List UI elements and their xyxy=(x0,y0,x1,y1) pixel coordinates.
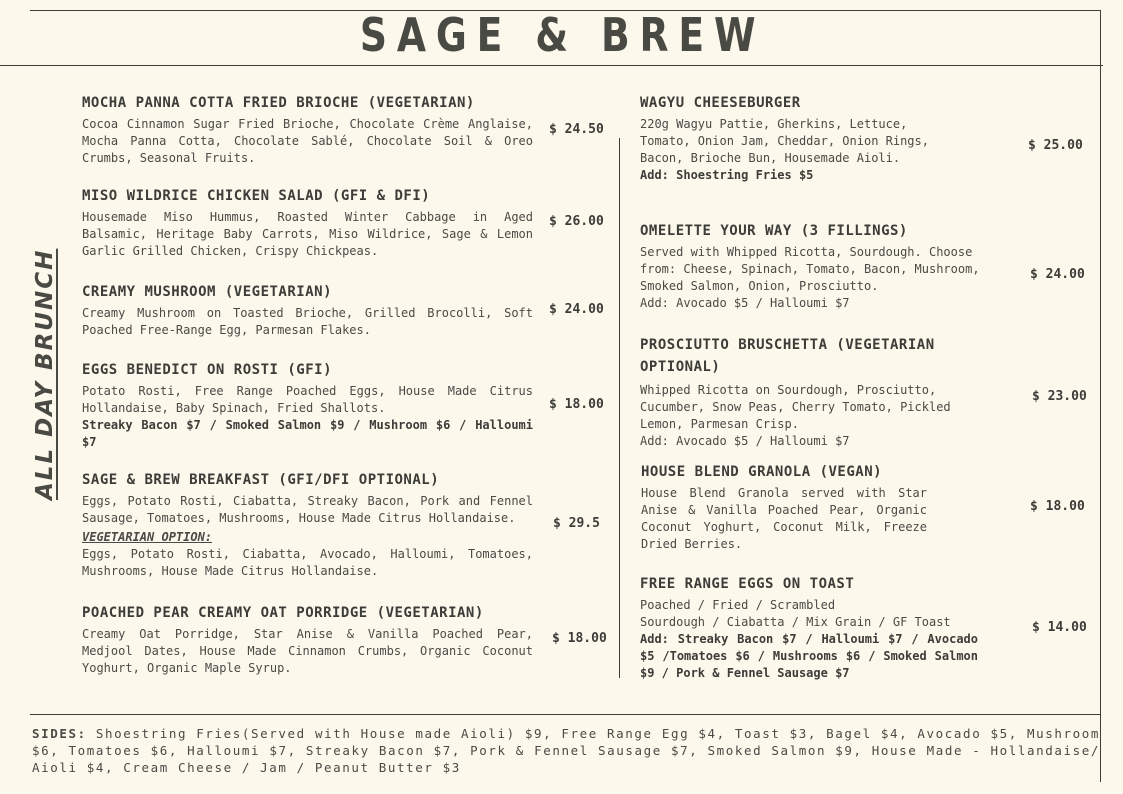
item-description: Housemade Miso Hummus, Roasted Winter Cabbage in Aged Balsamic, Heritage Baby Carrots, Miso Wildrice, Sage & Lemon Garlic Grilled Chicken, Crispy Chickpeas. xyxy=(82,210,533,258)
item-name: PROSCIUTTO BRUSCHETTA (VEGETARIAN OPTIONAL) xyxy=(640,337,935,375)
item-addons: Add: Streaky Bacon $7 / Halloumi $7 / Avocado $5 /Tomatoes $6 / Mushrooms $6 / Smoked Salmon $9 / Pork & Fennel Sausage $7 xyxy=(640,632,978,680)
menu-item xyxy=(82,283,533,339)
vegetarian-option-label: VEGETARIAN OPTION: xyxy=(82,530,213,544)
item-price: $ 24.00 xyxy=(549,302,604,317)
restaurant-title: SAGE & BREW xyxy=(359,8,766,62)
item-description: House Blend Granola served with Star Anise & Vanilla Poached Pear, Organic Coconut Yoghurt, Coconut Milk, Freeze Dried Berries. xyxy=(641,486,927,551)
item-price: $ 25.00 xyxy=(1028,138,1083,153)
right-border xyxy=(1100,10,1101,782)
item-price: $ 18.00 xyxy=(549,397,604,412)
item-description: 220g Wagyu Pattie, Gherkins, Lettuce, Tomato, Onion Jam, Cheddar, Onion Rings, Bacon, Brioche Bun, Housemade Aioli. xyxy=(640,117,929,165)
item-name: EGGS BENEDICT ON ROSTI (GFI) xyxy=(82,362,333,378)
item-price: $ 29.5 xyxy=(553,516,600,531)
item-addons: Streaky Bacon $7 / Smoked Salmon $9 / Mushroom $6 / Halloumi $7 xyxy=(82,418,533,449)
item-name: MISO WILDRICE CHICKEN SALAD (GFI & DFI) xyxy=(82,188,431,204)
item-name: SAGE & BREW BREAKFAST (GFI/DFI OPTIONAL) xyxy=(82,472,440,488)
item-name: OMELETTE YOUR WAY (3 FILLINGS) xyxy=(640,223,908,239)
menu-item xyxy=(640,222,980,312)
item-description-2: Sourdough / Ciabatta / Mix Grain / GF Toast xyxy=(640,615,951,629)
item-name: FREE RANGE EGGS ON TOAST xyxy=(640,576,855,592)
item-price: $ 23.00 xyxy=(1032,389,1087,404)
item-description: Potato Rosti, Free Range Poached Eggs, House Made Citrus Hollandaise, Baby Spinach, Fried Shallots. xyxy=(82,384,533,415)
item-price: $ 18.00 xyxy=(1030,499,1085,514)
menu-item xyxy=(82,187,533,260)
title-divider xyxy=(0,65,1103,66)
item-price: $ 26.00 xyxy=(549,214,604,229)
item-description: Creamy Oat Porridge, Star Anise & Vanilla Poached Pear, Medjool Dates, House Made Cinnamon Crumbs, Organic Coconut Yoghurt, Organic Maple Syrup. xyxy=(82,627,533,675)
sides-label: SIDES: xyxy=(32,726,87,741)
item-price: $ 18.00 xyxy=(552,631,607,646)
item-name: HOUSE BLEND GRANOLA (VEGAN) xyxy=(641,464,883,480)
item-addons: Add: Shoestring Fries $5 xyxy=(640,168,814,182)
item-description: Cocoa Cinnamon Sugar Fried Brioche, Chocolate Crème Anglaise, Mocha Panna Cotta, Chocolate Sablé, Chocolate Soil & Oreo Crumbs, Seasonal Fruits. xyxy=(82,117,533,165)
sides-list xyxy=(32,725,1100,776)
menu-item xyxy=(82,94,533,167)
vegetarian-option-description: Eggs, Potato Rosti, Ciabatta, Avocado, Halloumi, Tomatoes, Mushrooms, House Made Citrus Hollandaise. xyxy=(82,547,533,578)
section-heading: ALL DAY BRUNCH xyxy=(32,248,58,500)
menu-item xyxy=(640,334,970,450)
item-description: Poached / Fried / Scrambled xyxy=(640,598,836,612)
item-price: $ 24.00 xyxy=(1030,267,1085,282)
sides-divider xyxy=(30,714,1100,715)
item-addons: Add: Avocado $5 / Halloumi $7 xyxy=(640,296,850,310)
item-name: MOCHA PANNA COTTA FRIED BRIOCHE (VEGETARIAN) xyxy=(82,95,475,111)
item-description: Whipped Ricotta on Sourdough, Prosciutto, Cucumber, Snow Peas, Cherry Tomato, Pickled Lemon, Parmesan Crisp. xyxy=(640,383,951,431)
item-description: Served with Whipped Ricotta, Sourdough. Choose from: Cheese, Spinach, Tomato, Bacon, Mushroom, Smoked Salmon, Onion, Prosciutto. xyxy=(640,245,980,293)
menu-item xyxy=(82,361,533,451)
item-description: Eggs, Potato Rosti, Ciabatta, Streaky Bacon, Pork and Fennel Sausage, Tomatoes, Mushrooms, House Made Citrus Hollandaise. xyxy=(82,494,533,525)
item-price: $ 14.00 xyxy=(1032,620,1087,635)
item-addons: Add: Avocado $5 / Halloumi $7 xyxy=(640,434,850,448)
item-description: Creamy Mushroom on Toasted Brioche, Grilled Brocolli, Soft Poached Free-Range Egg, Parmesan Flakes. xyxy=(82,306,533,337)
menu-item xyxy=(82,471,533,580)
menu-item xyxy=(640,575,978,682)
item-name: POACHED PEAR CREAMY OAT PORRIDGE (VEGETARIAN) xyxy=(82,605,484,621)
menu-item xyxy=(640,94,935,184)
menu-item xyxy=(82,604,533,677)
item-name: CREAMY MUSHROOM (VEGETARIAN) xyxy=(82,284,333,300)
menu-item xyxy=(641,463,927,553)
item-price: $ 24.50 xyxy=(549,122,604,137)
item-name: WAGYU CHEESEBURGER xyxy=(640,95,801,111)
column-divider xyxy=(619,138,620,678)
sides-text: Shoestring Fries(Served with House made Aioli) $9, Free Range Egg $4, Toast $3, Bagel $4, Avocado $5, Mushroom $6, Tomatoes $6, Halloumi $7, Streaky Bacon $7, Pork & Fennel Sausage $7, Smoked Salmon $9, House Made - Hollandaise/ Aioli $4, Cream Cheese / Jam / Peanut Butter $3 xyxy=(32,726,1100,775)
